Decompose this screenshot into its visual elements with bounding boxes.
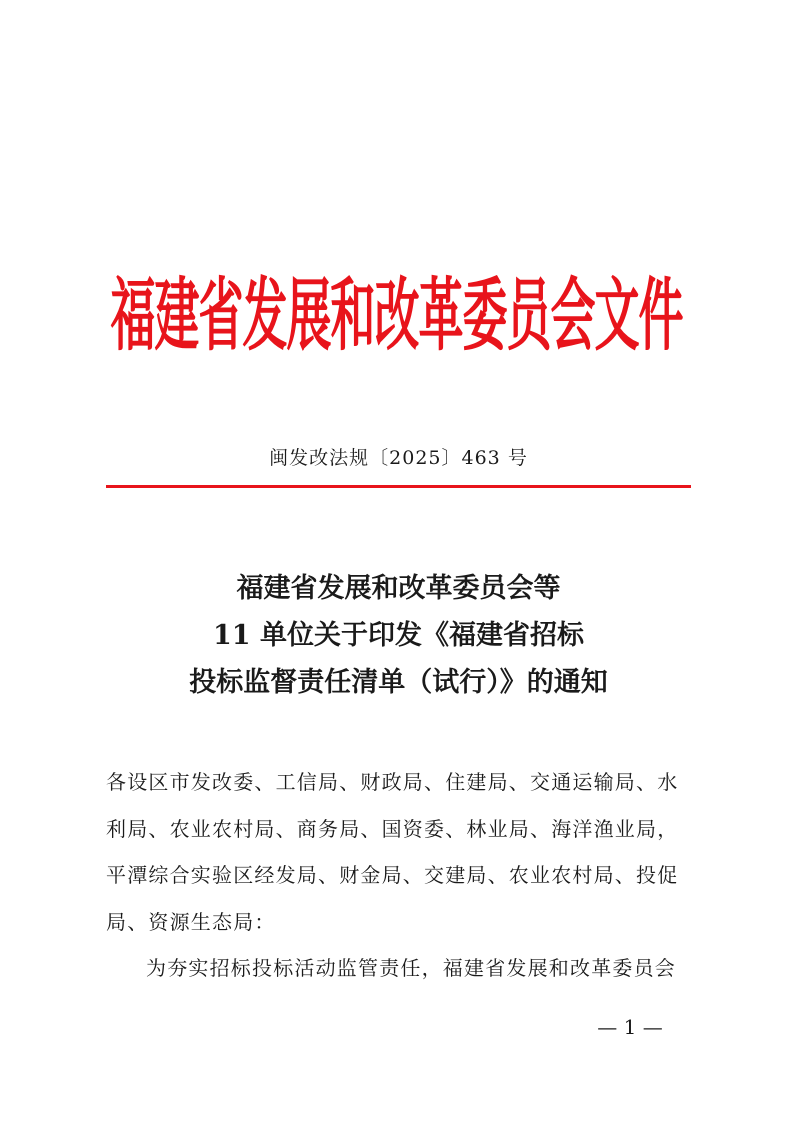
addressee-line: 各设区市发改委、工信局、财政局、住建局、交通运输局、水 bbox=[106, 770, 679, 794]
body-paragraph: 为夯实招标投标活动监管责任，福建省发展和改革委员会 bbox=[146, 956, 676, 980]
addressee-line: 局、资源生态局： bbox=[106, 909, 276, 934]
masthead-title: 福建省发展和改革委员会文件 bbox=[110, 269, 683, 362]
red-divider-line bbox=[106, 485, 691, 488]
page-number: — 1 — bbox=[597, 1015, 663, 1039]
addressee-line: 利局、农业农村局、商务局、国资委、林业局、海洋渔业局， bbox=[106, 816, 679, 841]
addressee-block bbox=[106, 759, 692, 945]
title-line: 福建省发展和改革委员会等 bbox=[236, 573, 561, 604]
document-number: 闽发改法规〔2025〕463 号 bbox=[269, 447, 528, 469]
title-line: 11 单位关于印发《福建省招标 bbox=[213, 620, 584, 651]
addressee-line: 平潭综合实验区经发局、财金局、交建局、农业农村局、投促 bbox=[106, 863, 679, 887]
title-line: 投标监督责任清单（试行）》的通知 bbox=[189, 667, 608, 698]
document-title bbox=[106, 565, 691, 706]
